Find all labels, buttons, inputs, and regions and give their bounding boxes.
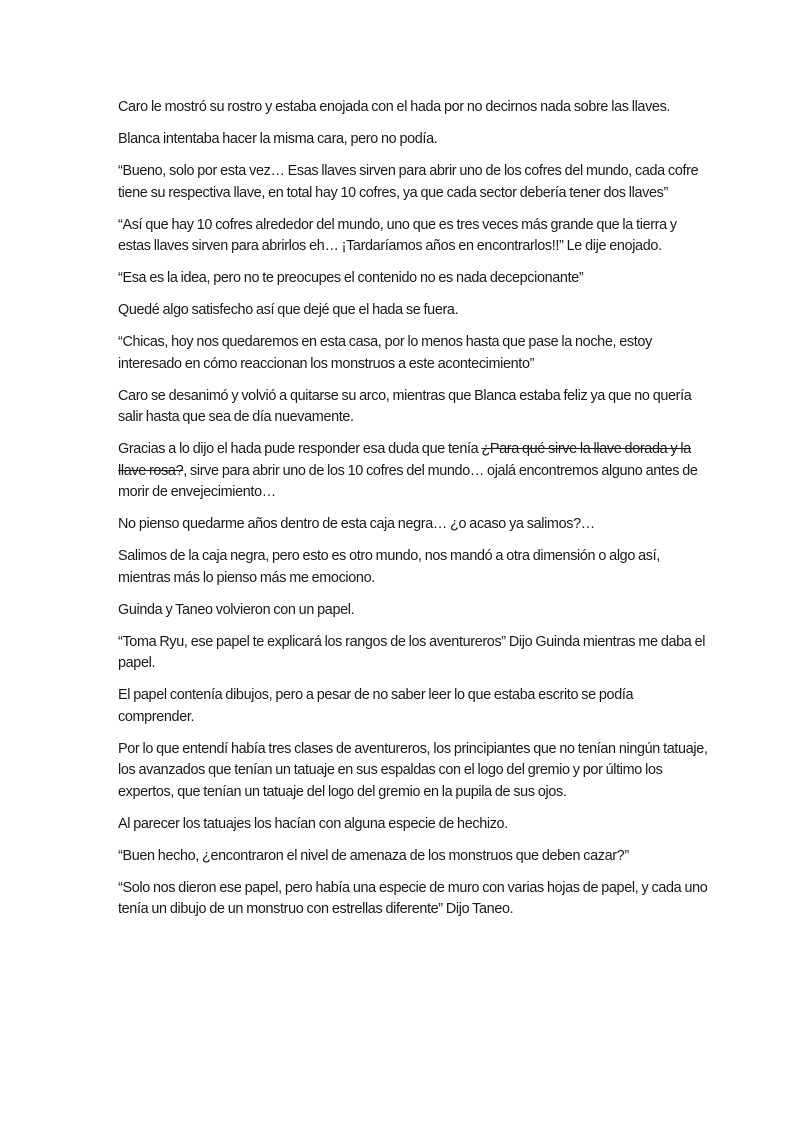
- paragraph: “Chicas, hoy nos quedaremos en esta casa, por lo menos hasta que pase la noche, estoy interesado en cómo reaccionan los monstruos a este acontecimiento”: [118, 334, 652, 372]
- paragraph-text-before: Gracias a lo dijo el hada pude responder esa duda que tenía: [118, 441, 482, 457]
- paragraph: Caro se desanimó y volvió a quitarse su arco, mientras que Blanca estaba feliz ya que no quería salir hasta que sea de día nuevamente.: [118, 387, 692, 425]
- paragraph: Caro le mostró su rostro y estaba enojada con el hada por no decirnos nada sobre las llaves.: [118, 99, 671, 115]
- paragraph: No pienso quedarme años dentro de esta caja negra… ¿o acaso ya salimos?…: [118, 516, 595, 532]
- paragraph: “Toma Ryu, ese papel te explicará los rangos de los aventureros” Dijo Guinda mientras me daba el papel.: [118, 633, 706, 671]
- paragraph: “Bueno, solo por esta vez… Esas llaves sirven para abrir uno de los cofres del mundo, cada cofre tiene su respectiva llave, en total hay 10 cofres, ya que cada sector debería tener dos llaves”: [118, 163, 699, 201]
- paragraph-text-after: , sirve para abrir uno de los 10 cofres del mundo… ojalá encontremos alguno antes de morir de envejecimiento…: [118, 462, 698, 500]
- paragraph: Al parecer los tatuajes los hacían con alguna especie de hechizo.: [118, 815, 508, 832]
- document-body: [118, 97, 710, 931]
- paragraph: “Esa es la idea, pero no te preocupes el contenido no es nada decepcionante”: [118, 270, 584, 286]
- paragraph: Blanca intentaba hacer la misma cara, pero no podía.: [118, 131, 438, 147]
- paragraph: “Así que hay 10 cofres alrededor del mundo, uno que es tres veces más grande que la tierra y estas llaves sirven para abrirlos eh… ¡Tardaríamos años en encontrarlos!!” Le dije enojado.: [118, 216, 677, 254]
- paragraph: Guinda y Taneo volvieron con un papel.: [118, 601, 355, 618]
- paragraph-with-strikethrough: [118, 439, 710, 504]
- strikethrough-question: ¿Para qué sirve la llave dorada y la llave rosa?: [118, 441, 691, 479]
- paragraph: Quedé algo satisfecho así que dejé que el hada se fuera.: [118, 302, 459, 318]
- paragraph: “Solo nos dieron ese papel, pero había una especie de muro con varias hojas de papel, y cada uno tenía un dibujo de un monstruo con estrellas diferente” Dijo Taneo.: [118, 879, 708, 917]
- paragraph: Salimos de la caja negra, pero esto es otro mundo, nos mandó a otra dimensión o algo así, mientras más lo pienso más me emociono.: [118, 548, 660, 586]
- paragraph: Por lo que entendí había tres clases de aventureros, los principiantes que no tenían ningún tatuaje, los avanzados que tenían un tatuaje en sus espaldas con el logo del gremio y por último los expertos, que tenían un tatuaje del logo del gremio en la pupila de sus ojos.: [118, 740, 708, 800]
- paragraph: “Buen hecho, ¿encontraron el nivel de amenaza de los monstruos que deben cazar?”: [118, 847, 629, 864]
- paragraph: El papel contenía dibujos, pero a pesar de no saber leer lo que estaba escrito se podía comprender.: [118, 687, 634, 725]
